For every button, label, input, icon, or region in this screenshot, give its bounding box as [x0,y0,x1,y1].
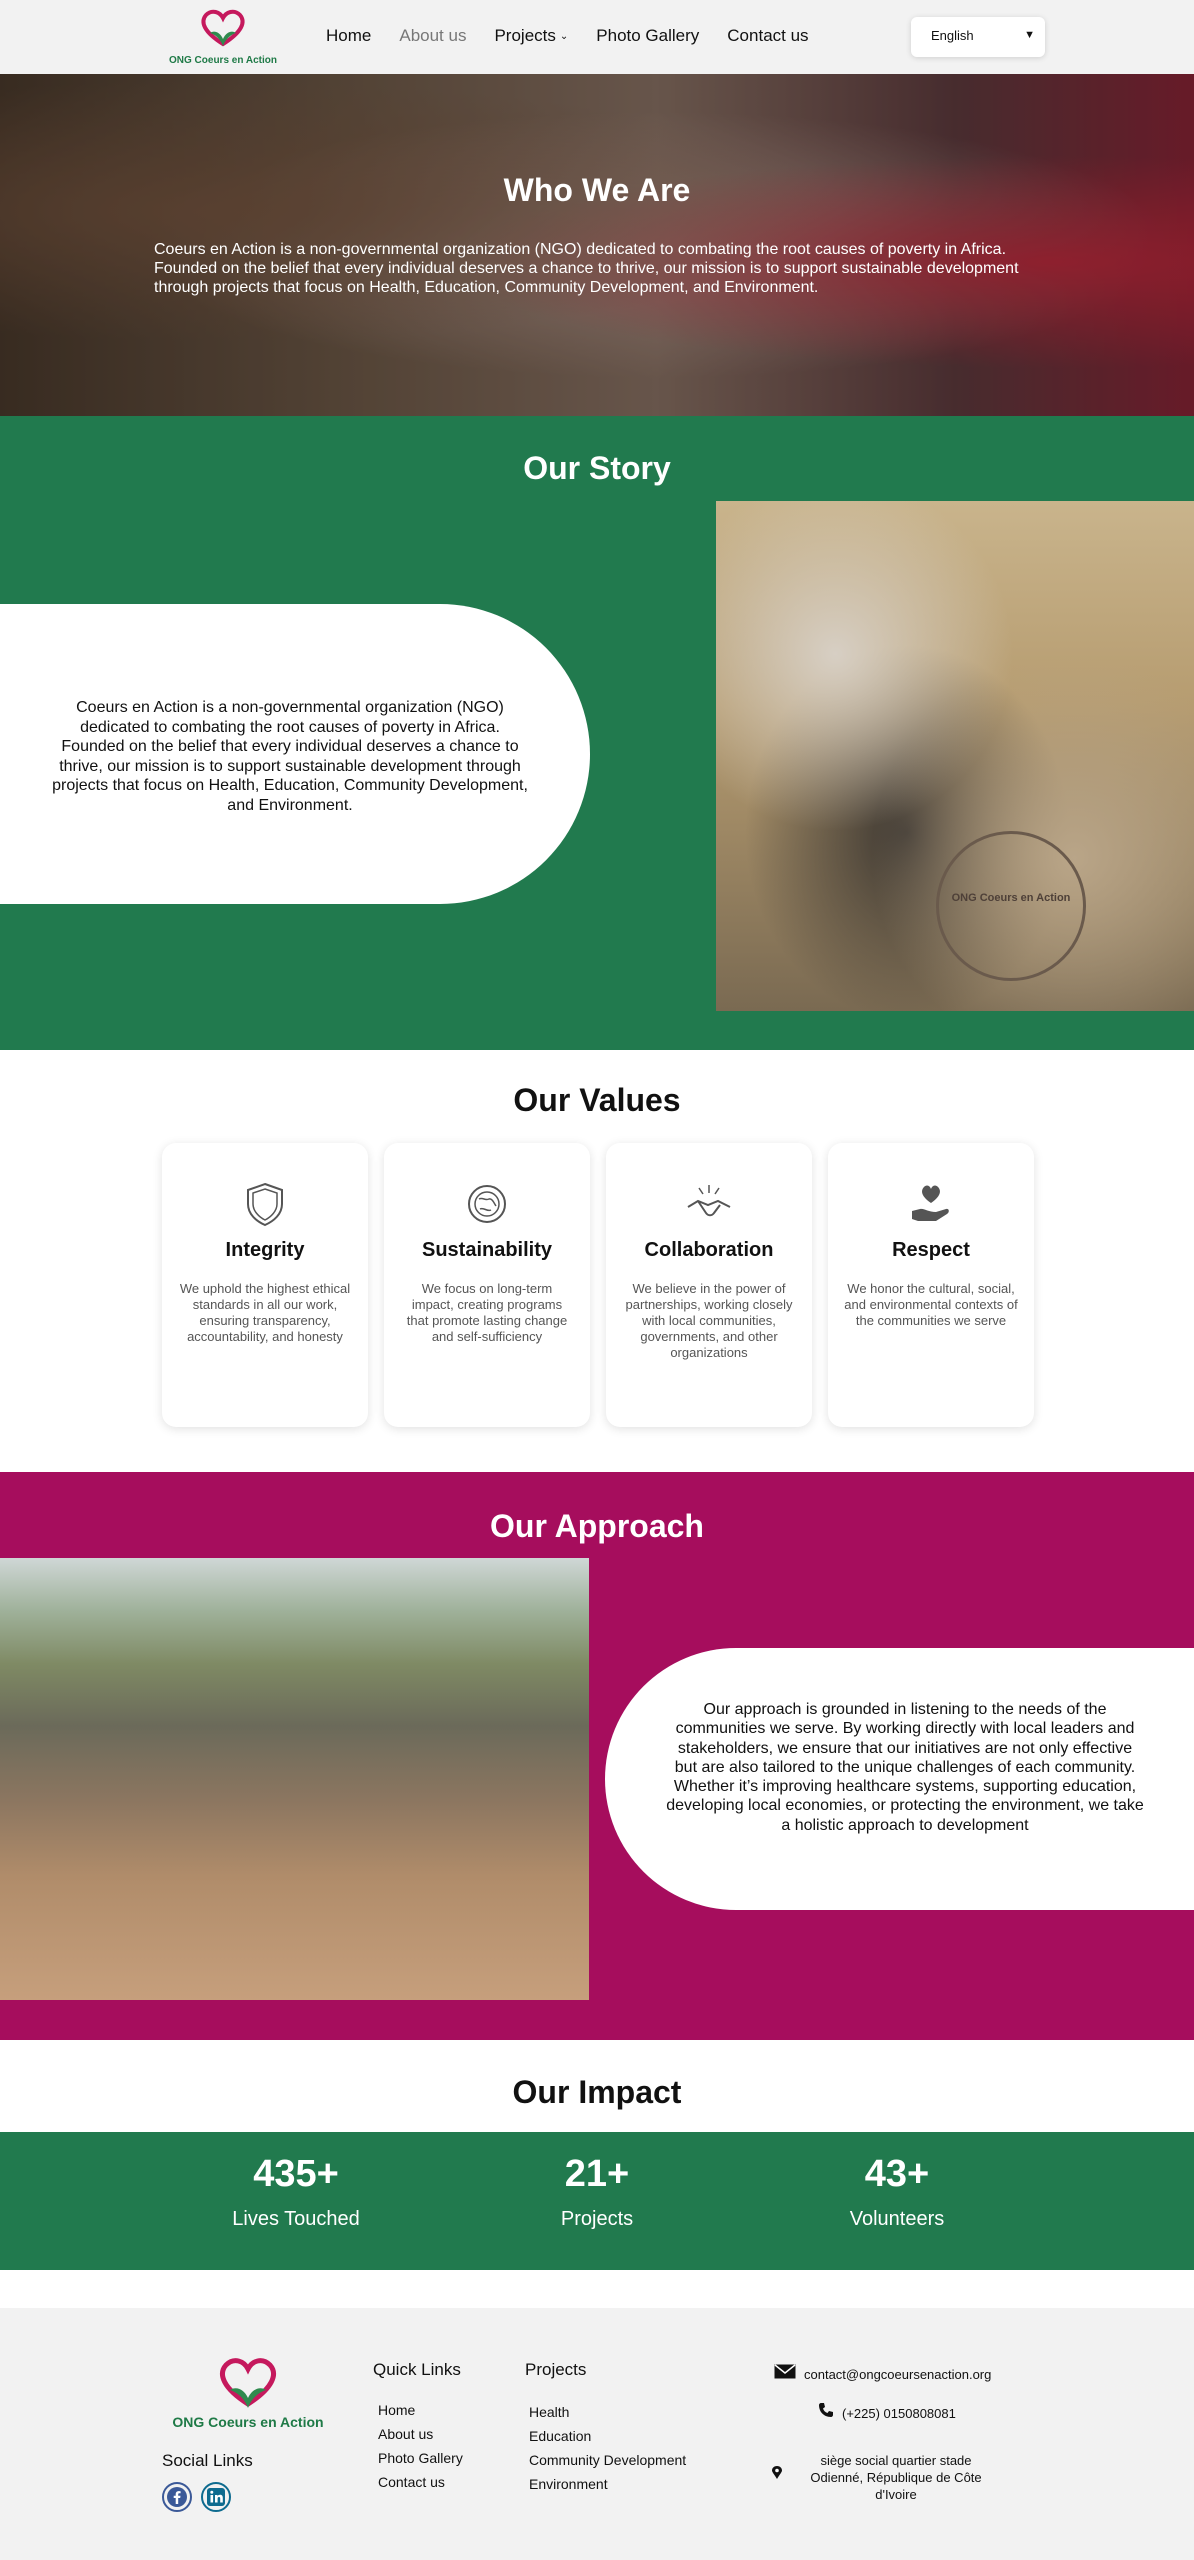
value-desc: We believe in the power of partnerships, working closely with local communities, governments, and other organizations [625,1281,793,1360]
approach-text: Our approach is grounded in listening to the needs of the communities we serve. By working directly with local leaders and stakeholders, we ensure that our initiatives are not only effective but are also tailored to the unique challenges of each community. Whether it’s improving healthcare systems, supporting education, developing local economies, or protecting the environment, we take a holistic approach to development [666,1701,1144,1834]
value-title: Integrity [225,1239,305,1261]
footer-link-health[interactable]: Health [529,2404,570,2420]
contact-address-text: siège social quartier stade Odienné, République de Côte d'Ivoire [810,2453,982,2502]
site-header [0,0,1194,74]
footer-link-contact-us[interactable]: Contact us [378,2474,445,2490]
hero-title: Who We Are [503,172,691,208]
social-title: Social Links [162,2451,253,2470]
footer-link-home[interactable]: Home [378,2402,416,2418]
stat-lives-touched [176,2152,416,2231]
nav-projects-label: Projects [494,26,556,45]
language-select-value: English [931,28,974,43]
stat-label: Volunteers [849,2208,945,2230]
value-desc: We focus on long-term impact, creating programs that promote lasting change and self-sufficiency [406,1281,568,1344]
approach-photo [0,1558,589,2000]
heart-logo-icon [168,2354,328,2412]
quick-links-title: Quick Links [373,2360,461,2379]
value-card-sustainability [384,1143,590,1427]
value-card-integrity [162,1143,368,1427]
story-card [0,604,590,904]
stat-value: 435+ [253,2153,339,2195]
value-card-collaboration [606,1143,812,1427]
contact-phone-text: (+225) 0150808081 [842,2406,956,2421]
footer-link-environment[interactable]: Environment [529,2476,608,2492]
nav-about-us[interactable]: About us [399,26,467,45]
value-title: Respect [892,1239,970,1261]
approach-section [0,1472,1194,2040]
facebook-icon [164,2484,190,2510]
site-footer [0,2308,1194,2560]
approach-card [605,1648,1194,1910]
contact-address [772,2452,1012,2503]
footer-logo-text: ONG Coeurs en Action [172,2414,324,2430]
footer-link-education[interactable]: Education [529,2428,592,2444]
projects-list [529,2400,686,2496]
handshake-icon [684,1179,734,1229]
value-title: Sustainability [421,1239,553,1261]
impact-section [0,2132,1194,2270]
caret-down-icon: ▼ [1024,29,1035,41]
globe-icon [462,1179,512,1229]
logo-text: ONG Coeurs en Action [169,55,277,66]
footer-link-about-us[interactable]: About us [378,2426,434,2442]
value-desc: We uphold the highest ethical standards in all our work, ensuring transparency, accountability, and honesty [179,1281,351,1344]
stat-label: Lives Touched [232,2208,360,2230]
hero-section [0,74,1194,416]
footer-link-community-development[interactable]: Community Development [529,2452,687,2468]
nav-home[interactable]: Home [326,26,372,45]
stat-value: 21+ [564,2153,630,2195]
main-nav [326,26,837,46]
values-title: Our Values [513,1082,681,1118]
story-section [0,416,1194,1050]
phone-icon [818,2402,834,2421]
chevron-down-icon: ⌄ [559,31,569,42]
story-text: Coeurs en Action is a non-governmental organization (NGO) dedicated to combating the root causes of poverty in Africa. Founded on the belief that every individual deserves a chance to thrive, our mission is to support sustainable development through projects that focus on Health, Education, Community Development, and Environment. [52,699,528,814]
stat-label: Projects [560,2208,634,2230]
nav-projects[interactable] [494,26,568,46]
envelope-icon [774,2364,796,2382]
vest-badge [936,831,1086,981]
value-title: Collaboration [644,1239,774,1261]
stat-value: 43+ [864,2153,930,2195]
stat-volunteers [777,2152,1017,2231]
heart-hand-icon [906,1179,956,1229]
nav-photo-gallery[interactable]: Photo Gallery [596,26,700,45]
linkedin-icon [203,2484,229,2510]
projects-title: Projects [525,2360,587,2379]
footer-link-photo-gallery[interactable]: Photo Gallery [378,2450,463,2466]
linkedin-link[interactable] [201,2482,231,2512]
nav-contact-us[interactable]: Contact us [727,26,809,45]
vest-badge-text: ONG Coeurs en Action [951,892,1071,904]
stat-projects [477,2152,717,2231]
impact-title: Our Impact [512,2074,682,2110]
site-logo[interactable] [164,6,282,68]
footer-logo[interactable] [168,2354,328,2430]
contact-phone[interactable] [818,2402,956,2421]
story-title: Our Story [523,450,671,486]
language-select[interactable] [911,17,1045,57]
quick-links-list [378,2398,463,2494]
hero-text: Coeurs en Action is a non-governmental organization (NGO) dedicated to combating the root causes of poverty in Africa. Founded on the belief that every individual deserves a chance to thrive, our mission is to support sustainable development through projects that focus on Health, Education, Community Development, and Environment. [154,241,1019,296]
location-pin-icon [772,2466,782,2482]
story-photo [716,501,1194,1011]
contact-email[interactable] [774,2364,991,2382]
heart-logo-icon [164,6,282,50]
value-card-respect [828,1143,1034,1427]
shield-icon [240,1179,290,1229]
approach-title: Our Approach [490,1508,704,1544]
value-desc: We honor the cultural, social, and environmental contexts of the communities we serve [844,1281,1018,1328]
contact-email-text: contact@ongcoeursenaction.org [804,2367,992,2382]
facebook-link[interactable] [162,2482,192,2512]
